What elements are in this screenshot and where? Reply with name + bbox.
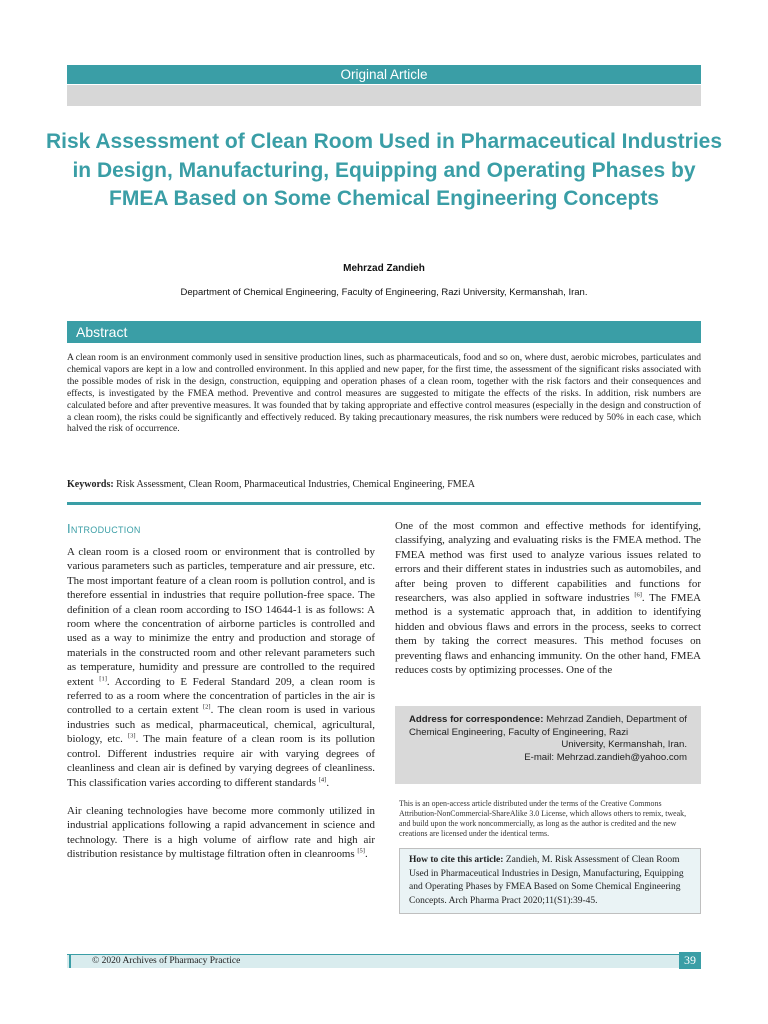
article-type-label: Original Article xyxy=(340,67,428,82)
text-run: One of the most common and effective methods for identifying, classifying, analyzing and evaluating risks is the FMEA method. The FMEA method was first used to analyze various issues related to errors and their different states in industries such as automobiles, and after being proven to different capabilities and functions for researchers, was also applied in software industries xyxy=(395,520,701,605)
correspondence-label: Address for correspondence: xyxy=(409,714,544,725)
left-column xyxy=(67,545,375,876)
correspondence-text xyxy=(409,714,687,764)
page-number: 39 xyxy=(679,952,701,969)
text-run: A clean room is a closed room or environment that is controlled by various parameters such as particles, temperature and air pressure, etc. The most important feature of a clean room is pollution control, and is therefore essential in industries that require pollution-free space. The definition of a clean room according to ISO 14644-1 is as follows: A room where the concentration of airborne particles is controlled and used as a way to minimize the entry and production and storage of materials in the constructed room and other relevant parameters such as temperature, humidity and pressure are controlled to the required extent xyxy=(67,546,375,688)
citation-text xyxy=(409,854,689,908)
citation-label: How to cite this article: xyxy=(409,855,504,865)
keywords-label: Keywords: xyxy=(67,479,114,490)
citation-ref: [2] xyxy=(203,703,211,711)
text-run: Air cleaning technologies have become more commonly utilized in industrial applications following a rapid advancement in science and technology. There is a high volume of airflow rate and high air distribution resistance by multistage filtration often in cleanrooms xyxy=(67,804,375,861)
text-run: . xyxy=(364,848,368,861)
citation-ref: [6] xyxy=(634,591,642,599)
author-affiliation: Department of Chemical Engineering, Faculty of Engineering, Razi University, Kermanshah, Iran. xyxy=(180,287,588,298)
abstract-heading: Abstract xyxy=(76,324,128,340)
introduction-heading: Introduction xyxy=(67,521,141,536)
author-name: Mehrzad Zandieh xyxy=(343,263,425,274)
abstract-body: A clean room is an environment commonly used in sensitive production lines, such as pharmaceuticals, food and so on, where dust, aerobic microbes, particulates and chemical vapors are kept in a low and controlled environment. In this applied and new paper, for the first time, the assessment of the significant risks associated with the possible modes of risk in the design, construction, equipping and operation phases of a clean room, together with the risk factors and their consequences and effects, is investigated by the FMEA method. Preventive and control measures are suggested to mitigate the effects of the risks. In addition, risk numbers are calculated before and after preventive measures. It was founded that by taking appropriate and effective control measures (especially in the design and construction of a clean room), the risks could be significantly and effectively reduced. By taking precautionary measures, the risk numbers were reduced by 50% in each case, which halved the risk of occurrence. xyxy=(67,353,701,435)
footer-accent xyxy=(69,955,71,968)
citation-ref: [1] xyxy=(99,675,107,683)
text-run: . The main feature of a clean room is its pollution control. Different industries require air with varying degrees of cleanliness and clean air is defined by varying degrees of cleanliness. This classification varies according to different standards xyxy=(67,733,375,789)
text-run: . The FMEA method is a systematic approach that, in addition to identifying hidden and obvious flaws and errors in the process, seeks to correct them by taking the correct measures. This method focuses on preventing flaws and enhancing immunity. On the other hand, FMEA reduces costs by optimizing processes. One of the xyxy=(395,592,701,677)
text-run: . xyxy=(326,776,330,789)
license-note: This is an open-access article distributed under the terms of the Creative Commons Attribution-NonCommercial-ShareAlike 3.0 License, which allows others to remix, tweak, and build upon the work noncommercially, as long as the author is credited and the new creations are licensed under the identical terms. xyxy=(399,799,687,838)
keywords-line xyxy=(67,479,701,490)
keywords-text: Risk Assessment, Clean Room, Pharmaceutical Industries, Chemical Engineering, FMEA xyxy=(116,479,476,490)
abstract-header xyxy=(67,321,701,343)
right-column xyxy=(395,519,701,677)
citation-ref: [4] xyxy=(318,775,327,783)
intro-paragraph-2 xyxy=(67,804,375,862)
footer-copyright: © 2020 Archives of Pharmacy Practice xyxy=(92,956,241,966)
intro-paragraph-3 xyxy=(395,519,701,677)
section-divider xyxy=(67,502,701,505)
intro-paragraph-1 xyxy=(67,545,375,790)
correspondence-email: E-mail: Mehrzad.zandieh@yahoo.com xyxy=(524,751,687,763)
correspondence-address-cont: University, Kermanshah, Iran. xyxy=(561,739,687,751)
text-run: . The clean room is used in various industries such as medical, pharmaceutical, chemical, agricultural, biology, etc. xyxy=(67,704,375,746)
article-title: Risk Assessment of Clean Room Used in Pharmaceutical Industries in Design, Manufacturing, Equipping and Operating Phases by FMEA Based on Some Chemical Engineering Concepts xyxy=(45,130,723,210)
text-run: . According to E Federal Standard 209, a clean room is referred to as a room where the concentration of particles in the air is controlled to a certain extent xyxy=(67,675,375,717)
header-gray-band xyxy=(67,85,701,106)
article-type-banner xyxy=(67,65,701,84)
correspondence-address: Mehrzad Zandieh, Department of Chemical Engineering, Faculty of Engineering, Razi xyxy=(409,714,687,738)
citation-ref: [3] xyxy=(127,732,136,740)
citation-body: Zandieh, M. Risk Assessment of Clean Room Used in Pharmaceutical Industries in Design, Manufacturing, Equipping and Operating Phases by FMEA Based on Some Chemical Engineering Concepts. Arch Pharma Pract 2020;11(S1):39-45. xyxy=(409,855,684,906)
citation-ref: [5] xyxy=(357,847,365,855)
